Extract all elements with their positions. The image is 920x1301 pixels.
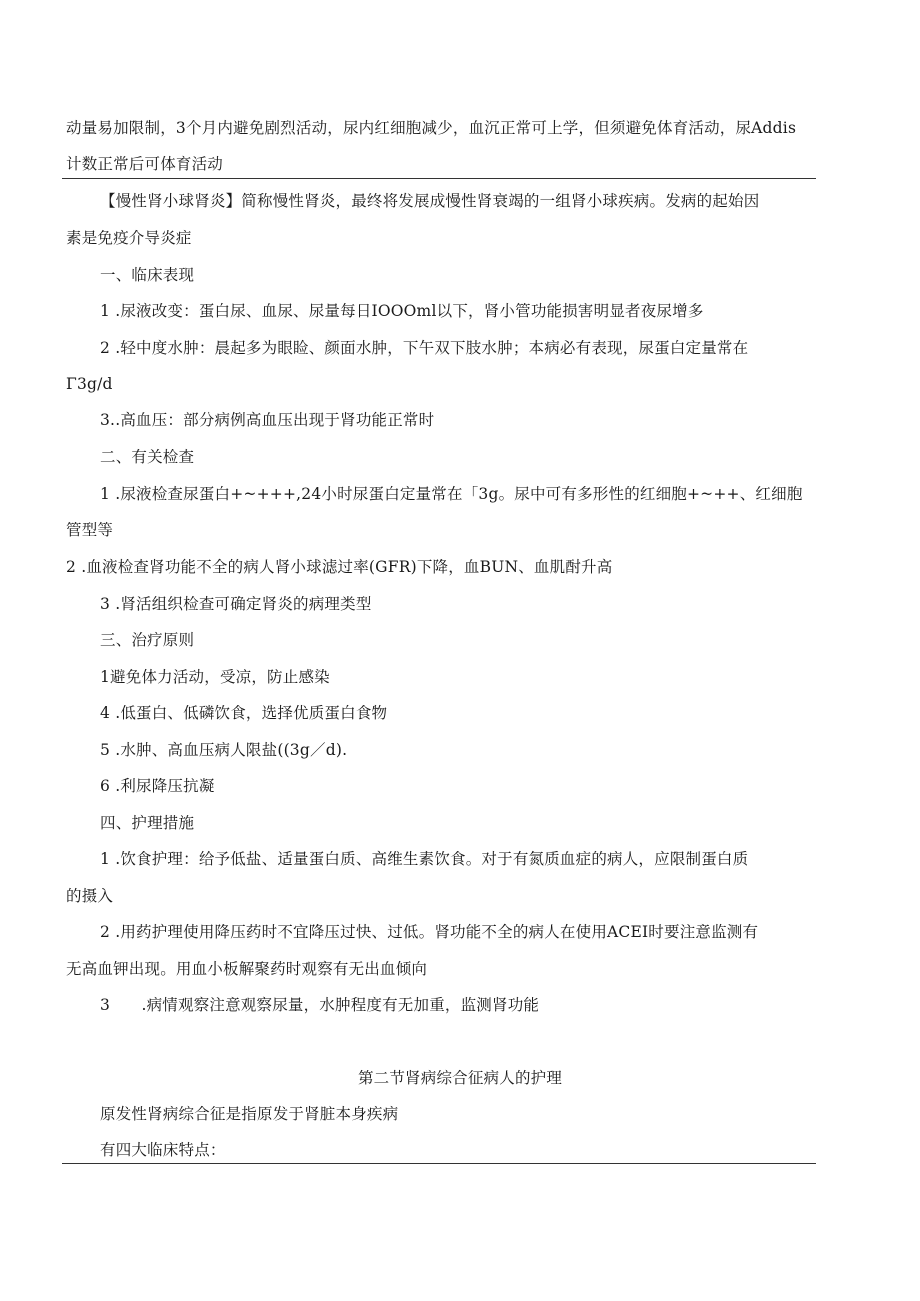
exam-item-1-line-2: 管型等 (66, 521, 114, 539)
chronic-intro-line-2: 素是免疫介导炎症 (66, 229, 192, 247)
nursing-item-1-line-1: 1 .饮食护理：给予低盐、适量蛋白质、高维生素饮食。对于有氮质血症的病人，应限制蛋白质 (100, 850, 749, 868)
clinical-item-1: 1 .尿液改变：蛋白尿、血尿、尿量每日IOOOml以下，肾小管功能损害明显者夜尿增多 (100, 302, 704, 320)
treatment-item-4: 4 .低蛋白、低磷饮食，选择优质蛋白食物 (100, 704, 388, 722)
divider-bottom (62, 1163, 816, 1164)
section-heading-nursing: 四、护理措施 (100, 814, 195, 832)
nursing-item-3: 3 .病情观察注意观察尿量，水肿程度有无加重，监测肾功能 (100, 996, 540, 1014)
section-heading-treatment: 三、治疗原则 (100, 631, 195, 649)
treatment-item-5: 5 .水肿、高血压病人限盐((3g／d). (100, 741, 348, 759)
carryover-line-1: 动量易加限制，3个月内避免剧烈活动，尿内红细胞减少，血沉正常可上学，但须避免体育活动，尿Addis (66, 119, 797, 137)
section-heading-clinical: 一、临床表现 (100, 266, 195, 284)
nursing-item-2-line-1: 2 .用药护理使用降压药时不宜降压过快、过低。肾功能不全的病人在使用ACEI时要注意监测有 (100, 923, 759, 941)
clinical-item-3: 3..高血压：部分病例高血压出现于肾功能正常时 (100, 411, 435, 429)
section2-line-1: 原发性肾病综合征是指原发于肾脏本身疾病 (100, 1105, 399, 1123)
section-title: 第二节肾病综合征病人的护理 (357, 1069, 563, 1087)
clinical-item-2-line-2: Γ3g/d (66, 375, 113, 393)
treatment-item-1: 1避免体力活动，受凉，防止感染 (100, 668, 330, 686)
clinical-item-2-line-1: 2 .轻中度水肿：晨起多为眼睑、颜面水肿，下午双下肢水肿；本病必有表现，尿蛋白定量常在 (100, 339, 749, 357)
nursing-item-1-line-2: 的摄入 (66, 887, 114, 905)
treatment-item-6: 6 .利尿降压抗凝 (100, 777, 215, 795)
section-heading-exams: 二、有关检查 (100, 448, 195, 466)
divider-top (62, 178, 816, 179)
exam-item-3: 3 .肾活组织检查可确定肾炎的病理类型 (100, 595, 372, 613)
carryover-line-2: 计数正常后可体育活动 (66, 155, 224, 173)
nursing-item-2-line-2: 无高血钾出现。用血小板解聚药时观察有无出血倾向 (66, 960, 428, 978)
exam-item-1-line-1: 1 .尿液检查尿蛋白+~+++,24小时尿蛋白定量常在「3g。尿中可有多形性的红细胞+~++、红细胞 (100, 485, 803, 503)
exam-item-2: 2 .血液检查肾功能不全的病人肾小球滤过率(GFR)下降，血BUN、血肌酎升高 (66, 558, 613, 576)
section2-line-2: 有四大临床特点： (100, 1141, 226, 1159)
chronic-intro-line-1: 【慢性肾小球肾炎】简称慢性肾炎，最终将发展成慢性肾衰竭的一组肾小球疾病。发病的起始因 (100, 192, 760, 210)
